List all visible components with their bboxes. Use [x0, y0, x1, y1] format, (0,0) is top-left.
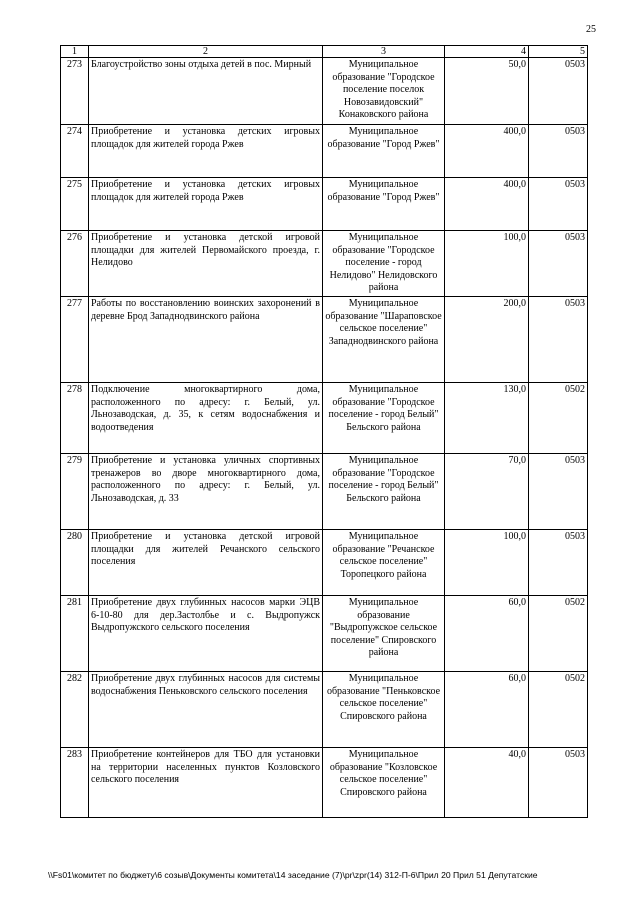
row-name: Приобретение и установка уличных спортивных тренажеров во дворе многоквартирного дома, расположенного по адресу: г. Белый, ул. Льнозаводская, д. 33 — [89, 454, 323, 530]
row-code: 0503 — [529, 748, 588, 818]
row-recipient: Муниципальное образование "Городское поселение - город Белый" Бельского района — [323, 383, 445, 454]
row-number: 277 — [61, 297, 89, 383]
budget-table — [60, 45, 588, 818]
row-code: 0502 — [529, 596, 588, 672]
row-recipient: Муниципальное образование "Город Ржев" — [323, 125, 445, 178]
row-amount: 100,0 — [445, 530, 529, 596]
row-number: 282 — [61, 672, 89, 748]
table-row — [61, 530, 588, 596]
row-name: Приобретение двух глубинных насосов марки ЭЦВ 6-10-80 для дер.Застолбье и с. Выдропужск Выдропужского сельского поселения — [89, 596, 323, 672]
row-code: 0503 — [529, 530, 588, 596]
footer-file-path: \\Fs01\комитет по бюджету\6 созыв\Документы комитета\14 заседание (7)\pr\zpr(14) 312-П-6\Прил 20 Прил 51 Депутатские — [48, 870, 538, 880]
row-name: Приобретение двух глубинных насосов для системы водоснабжения Пеньковского сельского поселения — [89, 672, 323, 748]
row-name: Работы по восстановлению воинских захоронений в деревне Брод Западнодвинского района — [89, 297, 323, 383]
row-amount: 60,0 — [445, 672, 529, 748]
column-header-recipient: 3 — [323, 46, 445, 58]
table-row — [61, 672, 588, 748]
row-number: 280 — [61, 530, 89, 596]
row-code: 0503 — [529, 178, 588, 231]
row-recipient: Муниципальное образование "Город Ржев" — [323, 178, 445, 231]
table-row — [61, 125, 588, 178]
column-header-number: 1 — [61, 46, 89, 58]
row-recipient: Муниципальное образование "Козловское сельское поселение" Спировского района — [323, 748, 445, 818]
row-name: Приобретение и установка детских игровых площадок для жителей города Ржев — [89, 125, 323, 178]
row-recipient: Муниципальное образование "Городское поселение - город Белый" Бельского района — [323, 454, 445, 530]
table-row — [61, 596, 588, 672]
row-amount: 200,0 — [445, 297, 529, 383]
table-row — [61, 231, 588, 297]
table-row — [61, 58, 588, 125]
row-name: Подключение многоквартирного дома, расположенного по адресу: г. Белый, ул. Льнозаводская, д. 35, к сетям водоснабжения и водоотведения — [89, 383, 323, 454]
row-amount: 400,0 — [445, 178, 529, 231]
row-amount: 50,0 — [445, 58, 529, 125]
row-number: 281 — [61, 596, 89, 672]
row-code: 0503 — [529, 297, 588, 383]
table-row — [61, 383, 588, 454]
table-row — [61, 297, 588, 383]
row-number: 278 — [61, 383, 89, 454]
row-code: 0503 — [529, 58, 588, 125]
column-header-code: 5 — [529, 46, 588, 58]
table-header-row — [61, 46, 588, 58]
row-code: 0503 — [529, 454, 588, 530]
row-number: 283 — [61, 748, 89, 818]
row-recipient: Муниципальное образование "Выдропужское сельское поселение" Спировского района — [323, 596, 445, 672]
row-recipient: Муниципальное образование "Городское поселение - город Нелидово" Нелидовского района — [323, 231, 445, 297]
column-header-amount: 4 — [445, 46, 529, 58]
column-header-name: 2 — [89, 46, 323, 58]
row-amount: 130,0 — [445, 383, 529, 454]
row-amount: 60,0 — [445, 596, 529, 672]
row-number: 276 — [61, 231, 89, 297]
row-amount: 40,0 — [445, 748, 529, 818]
row-code: 0503 — [529, 231, 588, 297]
row-name: Приобретение и установка детских игровых площадок для жителей города Ржев — [89, 178, 323, 231]
row-recipient: Муниципальное образование "Речанское сельское поселение" Торопецкого района — [323, 530, 445, 596]
row-recipient: Муниципальное образование "Городское поселение поселок Новозавидовский" Конаковского района — [323, 58, 445, 125]
row-amount: 400,0 — [445, 125, 529, 178]
row-name: Приобретение и установка детской игровой площадки для жителей Речанского сельского поселения — [89, 530, 323, 596]
row-recipient: Муниципальное образование "Шараповское сельское поселение" Западнодвинского района — [323, 297, 445, 383]
row-code: 0502 — [529, 672, 588, 748]
table-row — [61, 748, 588, 818]
row-number: 273 — [61, 58, 89, 125]
row-number: 275 — [61, 178, 89, 231]
row-code: 0503 — [529, 125, 588, 178]
row-number: 279 — [61, 454, 89, 530]
row-amount: 70,0 — [445, 454, 529, 530]
row-recipient: Муниципальное образование "Пеньковское сельское поселение" Спировского района — [323, 672, 445, 748]
row-name: Приобретение и установка детской игровой площадки для жителей Первомайского проезда, г. Нелидово — [89, 231, 323, 297]
page-number: 25 — [586, 24, 596, 35]
table-row — [61, 454, 588, 530]
row-number: 274 — [61, 125, 89, 178]
row-name: Благоустройство зоны отдыха детей в пос. Мирный — [89, 58, 323, 125]
row-name: Приобретение контейнеров для ТБО для установки на территории населенных пунктов Козловского сельского поселения — [89, 748, 323, 818]
row-code: 0502 — [529, 383, 588, 454]
table-row — [61, 178, 588, 231]
row-amount: 100,0 — [445, 231, 529, 297]
